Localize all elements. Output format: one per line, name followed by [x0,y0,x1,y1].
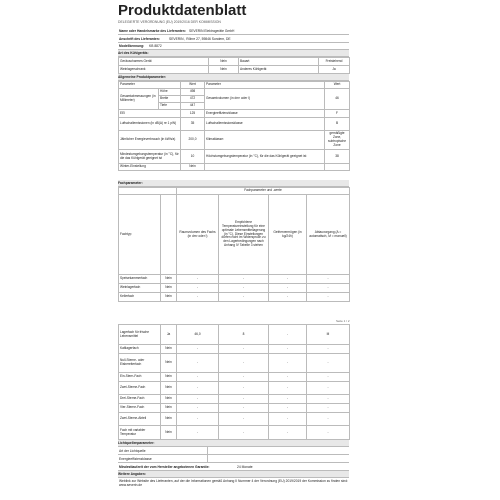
type-table [118,57,350,74]
fach-cell: Null-Sterne- oder Eisbereiterfach [119,354,161,373]
general-cell: B [325,118,350,131]
fach-cell: - [269,275,307,284]
fach-cell: - [307,404,350,413]
fach-cell: - [177,284,219,293]
fach-cell: Fach mit variabler Temperatur [119,426,161,440]
fach-group-row [119,188,350,195]
supplier-row [118,27,349,35]
fach-cell: - [219,275,269,284]
general-cell: Luftschallemissionsklasse [205,118,325,131]
fach-cell: - [307,395,350,404]
light-row [118,447,349,455]
general-cell: Klimaklasse: [205,131,325,150]
fach-col-headers [119,195,350,275]
more-header: Weitere Angaben: [118,471,349,478]
general-cell: Höchstumgebungstemperatur (in °C), für die das Kühlgerät geeignet ist [205,150,325,164]
fach-cell: Lagerfach für frische Lebensmittel [119,325,161,345]
type-header: Art des Kühlgeräts: [118,50,349,57]
general-cell: Luftschallemissionen (in dB(A) re 1 pW) [119,118,181,131]
fach-cell: - [307,275,350,284]
fach-row [119,325,350,345]
fach-table-2 [118,324,350,440]
type-cell: Nein [209,66,239,74]
model-label: Modellkennung: [119,44,145,48]
fach-cell: - [219,426,269,440]
fach-cell: - [177,373,219,382]
fach-cell: - [269,413,307,426]
dims-value: 447 [181,103,205,110]
fach-cell: - [269,325,307,345]
fach-cell: - [177,395,219,404]
fach-cell: - [177,275,219,284]
more-text: Weblink zur Website des Lieferanten, auf der die Informationen gemäß Anhang II Nummer 4 der Verordnung (EU) 2019/2019 der Kommission zu finden sind: www.severin.de [119,479,348,487]
general-cell: F [325,110,350,118]
fach-header-block [118,180,349,187]
fach-cell: Speisekammerfach [119,275,161,284]
fach-cell: - [269,382,307,395]
general-cell: 200,0 [181,131,205,150]
fach-header: Fachparameter: [118,180,349,187]
fach-row [119,373,350,382]
supplier-block [118,27,349,57]
fach-cell: - [307,373,350,382]
supplier-label: Name oder Handelsmarke des Lieferanten: [119,28,186,33]
general-cell: Mindestumgebungstemperatur (in °C), für die das Kühlgerät geeignet ist [119,150,181,164]
fach-cell: - [219,413,269,426]
fach-table [118,187,350,302]
dims-sub: Breite [159,96,181,103]
model-value: KB 8872 [149,44,162,48]
fach-cell: - [219,373,269,382]
type-cell: Geräuscharmes Gerät [119,58,209,66]
general-cell [205,164,325,171]
fach-cell: - [269,354,307,373]
fach-cell: - [269,404,307,413]
general-cell: Energieeffizienzklasse [205,110,325,118]
general-col-header: Wert [325,82,350,89]
general-table [118,81,350,171]
fach-cell: Nein [161,275,177,284]
fach-cell: - [219,395,269,404]
light-label: Energieeffizienzklasse [118,455,208,462]
general-col-header: Parameter [119,82,181,89]
fach-cell: - [307,354,350,373]
address-label: Anschrift des Lieferanten: [119,36,160,41]
general-row [119,150,350,164]
type-cell: Bauart [239,58,319,66]
fach-cell: Nein [161,426,177,440]
fach-cell: 8 [219,325,269,345]
fach-cell: Nein [161,293,177,302]
general-col-header: Parameter [205,82,325,89]
dims-sub: Tiefe [159,103,181,110]
fach-cell: - [177,404,219,413]
fach-cell: Nein [161,382,177,395]
fach-row [119,284,350,293]
fach-cell: - [219,382,269,395]
fach-cell: - [307,382,350,395]
address-row [118,35,349,43]
dims-row [119,89,350,96]
fach-cell: - [177,382,219,395]
volume-label: Gesamtvolumen (in dm³ oder l) [205,89,325,110]
fach-cell: Nein [161,404,177,413]
fach-cell: - [219,345,269,354]
fach-cell: Ein-Stern-Fach [119,373,161,382]
fach-cell: - [177,413,219,426]
fach-row [119,426,350,440]
fach-col-header: Fachtyp [119,195,161,275]
type-row [119,58,350,66]
general-col-headers [119,82,350,89]
fach-cell: - [219,404,269,413]
fach-cell: - [269,293,307,302]
page-number: Seite 1 / 2 [336,319,350,323]
fach-cell: Nein [161,345,177,354]
fach-cell: - [219,293,269,302]
fach-row [119,404,350,413]
general-col-header: Wert [181,82,205,89]
fach-cell: - [177,345,219,354]
warranty-value: 24 Monate [237,464,253,469]
fach-cell: - [219,284,269,293]
type-cell: Freistehend [319,58,350,66]
general-row [119,118,350,131]
fach-row [119,354,350,373]
dims-label: Gesamtabmessungen (in Millimeter) [119,89,159,110]
fach-cell: Zwei-Sterne-Fach [119,382,161,395]
fach-cell: Kaltlagerfach [119,345,161,354]
general-header-block [118,74,349,81]
light-label: Art der Lichtquelle [118,447,208,454]
fach-row [119,345,350,354]
general-cell: 125 [181,110,205,118]
fach-cell: Drei-Sterne-Fach [119,395,161,404]
fach-cell: Vier-Sterne-Fach [119,404,161,413]
type-row [119,66,350,74]
dims-sub: Höhe [159,89,181,96]
fach-cell: Nein [161,284,177,293]
fach-cell: - [219,354,269,373]
fach-cell: - [307,426,350,440]
type-cell: Weinlagerschrank [119,66,209,74]
fach-cell: - [269,395,307,404]
fach-cell: Nein [161,354,177,373]
general-cell: gemäßigte Zone, subtropische Zone [325,131,350,150]
light-row [118,455,349,463]
type-cell: Nein [209,58,239,66]
general-cell [325,164,350,171]
regulation-subtitle: DELEGIERTE VERORDNUNG (EU) 2019/2016 DER KOMMISSION [118,20,221,24]
page-title: Produktdatenblatt [118,2,247,19]
address-value: SEVERIN , Röhre 27, 59846 Sundern, DE [169,36,231,41]
general-cell: 38 [325,150,350,164]
fach-cell: M [307,325,350,345]
fach-group-label: Fachparameter und -werte [177,188,350,195]
general-cell: Winter-Einstellung [119,164,181,171]
fach-col-header [161,195,177,275]
fach-cell: 46,0 [177,325,219,345]
dims-value: 472 [181,96,205,103]
fach-cell: - [307,345,350,354]
general-cell: EEI [119,110,181,118]
general-header: Allgemeine Produktparameter: [118,74,349,81]
light-block [118,440,349,488]
general-row [119,131,350,150]
fach-row [119,395,350,404]
fach-cell: Ja [161,325,177,345]
fach-cell: Nein [161,413,177,426]
fach-cell: - [269,345,307,354]
fach-row [119,382,350,395]
general-cell: 10 [181,150,205,164]
fach-cell: Kellerfach [119,293,161,302]
fach-col-header: Empfohlene Temperatureinstellung für eine optimale Lebensmittellagerung (in °C). Diese Einstellungen dürfen nicht im Widerspruch zu den Lagerbedingungen nach Anhang IV Tabelle 3 stehen [219,195,269,275]
fach-cell: Nein [161,395,177,404]
type-cell: Ja [319,66,350,74]
fach-cell: - [307,293,350,302]
general-row [119,110,350,118]
fach-row [119,275,350,284]
fach-row [119,413,350,426]
fach-col-header: Raumvolumen des Fachs (in dm³ oder l) [177,195,219,275]
fach-cell: - [177,426,219,440]
warranty-row [118,463,349,471]
fach-col-header: Gefriervermögen (in kg/24h) [269,195,307,275]
fach-cell: - [307,284,350,293]
fach-cell: - [307,413,350,426]
fach-cell: - [269,426,307,440]
volume-value: 46 [325,89,350,110]
general-row [119,164,350,171]
fach-cell: - [269,284,307,293]
general-cell: 35 [181,118,205,131]
fach-cell: Nein [161,373,177,382]
dims-value: 498 [181,89,205,96]
general-cell: Jährlicher Energieverbrauch (in kWh/a) [119,131,181,150]
fach-cell: - [177,293,219,302]
fach-row [119,293,350,302]
fach-cell: - [177,354,219,373]
type-cell: Anderes Kühlgerät [239,66,319,74]
fach-col-header: Abtauvorgang (A = automatisch, M = manuell) [307,195,350,275]
light-header: Lichtquellenparameter: [118,440,349,447]
supplier-value: SEVERIN Elektrogeräte GmbH [189,28,235,33]
fach-cell: Weinlagerfach [119,284,161,293]
warranty-label: Mindestlaufzeit der vom Hersteller angebotenen Garantie: [119,464,210,469]
fach-cell: Zwei-Sterne-Abteil [119,413,161,426]
fach-cell: - [269,373,307,382]
model-row [118,43,349,50]
general-cell: Nein [181,164,205,171]
